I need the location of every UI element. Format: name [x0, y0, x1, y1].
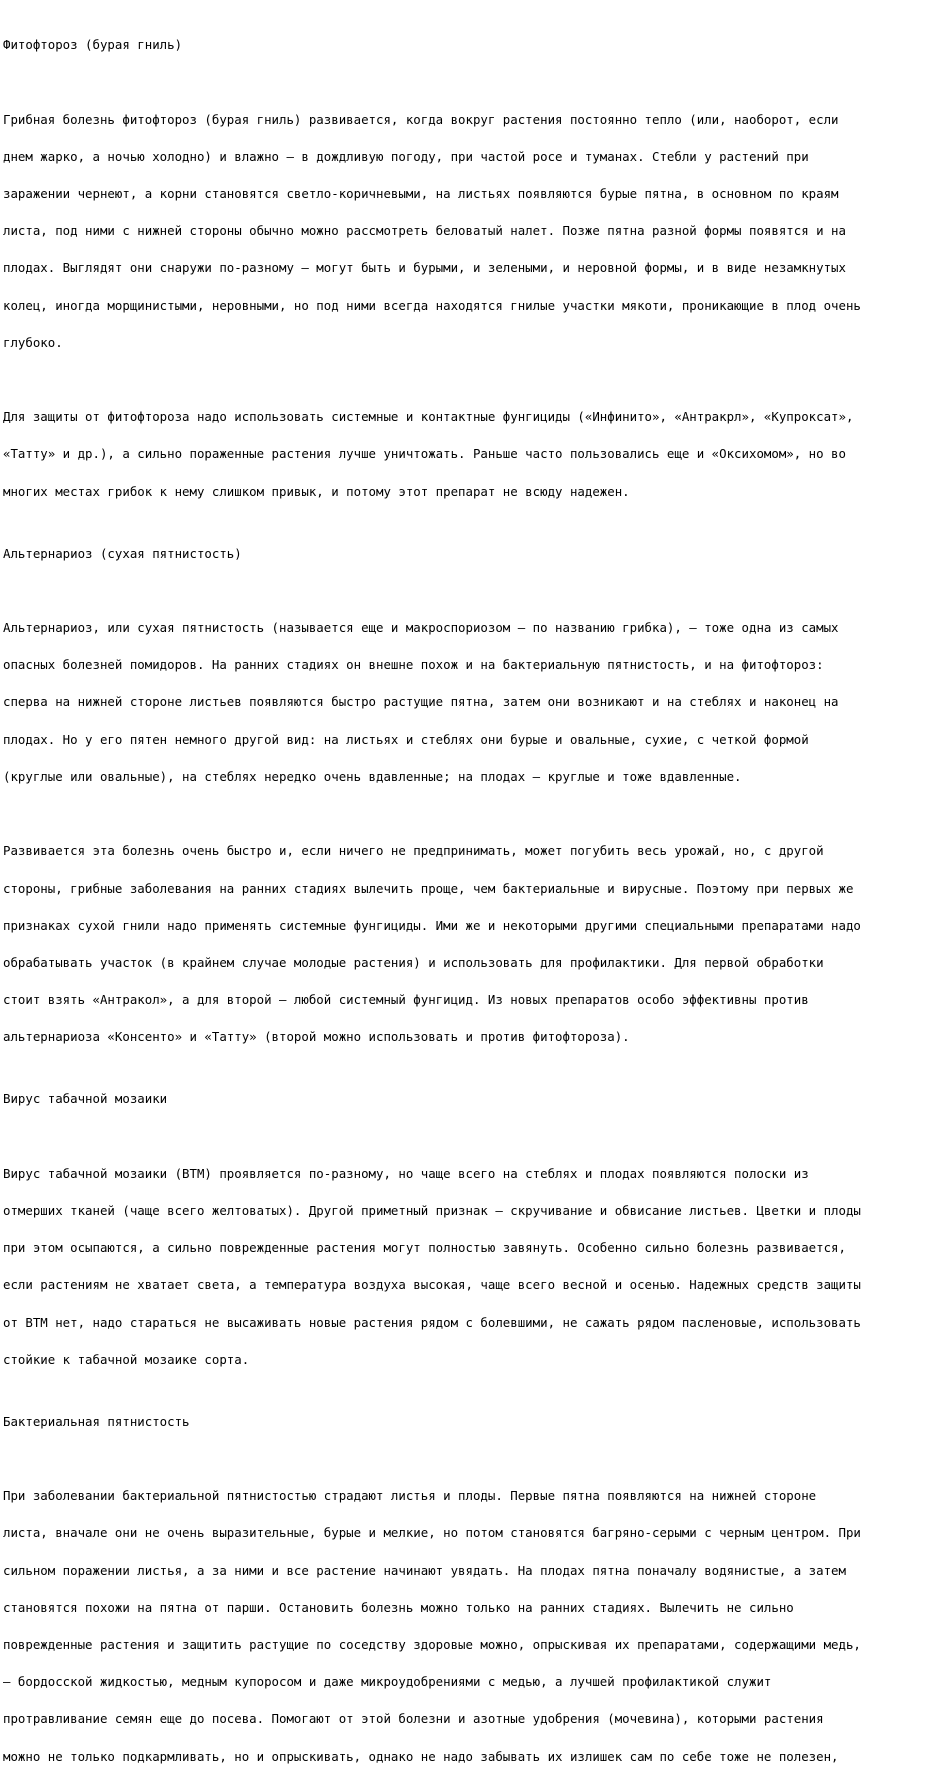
paragraph-line: можно не только подкармливать, но и опрыскивать, однако не надо забывать их излишек сам по себе тоже не полезен,	[3, 1748, 839, 1764]
section-heading: Альтернариоз (сухая пятнистость)	[3, 545, 242, 561]
paragraph-line: многих местах грибок к нему слишком привык, и потому этот препарат не всюду надежен.	[3, 483, 630, 499]
paragraph-line: отмерших тканей (чаще всего желтоватых). Другой приметный признак – скручивание и обвисание листьев. Цветки и плоды	[3, 1202, 861, 1218]
paragraph-line: Грибная болезнь фитофтороз (бурая гниль) развивается, когда вокруг растения постоянно тепло (или, наоборот, если	[3, 111, 839, 127]
section-heading: Фитофтороз (бурая гниль)	[3, 37, 183, 53]
paragraph-line: колец, иногда морщинистыми, неровными, но под ними всегда находятся гнилые участки мякоти, проникающие в плод очень	[3, 297, 861, 313]
paragraph-line: при этом осыпаются, а сильно поврежденные растения могут полностью завянуть. Особенно сильно болезнь развивается,	[3, 1240, 846, 1256]
paragraph-line: стойкие к табачной мозаике сорта.	[3, 1351, 250, 1367]
paragraph-line: днем жарко, а ночью холодно) и влажно – в дождливую погоду, при частой росе и туманах. Стебли у растений при	[3, 148, 809, 164]
paragraph-line: Для защиты от фитофтороза надо использовать системные и контактные фунгициды («Инфинито», «Антракрл», «Купроксат»,	[3, 409, 854, 425]
paragraph-line: (круглые или овальные), на стеблях нередко очень вдавленные; на плодах – круглые и тоже вдавленные.	[3, 768, 742, 784]
paragraph-line: листа, под ними с нижней стороны обычно можно рассмотреть беловатый налет. Позже пятна разной формы появятся и на	[3, 223, 846, 239]
paragraph-line: заражении чернеют, а корни становятся светло-коричневыми, на листьях появляются бурые пятна, в основном по краям	[3, 186, 839, 202]
paragraph-line: становятся похожи на пятна от парши. Остановить болезнь можно только на ранних стадиях. Вылечить не сильно	[3, 1599, 794, 1615]
paragraph-line: сперва на нижней стороне листьев появляются быстро растущие пятна, затем они возникают и на стеблях и наконец на	[3, 694, 839, 710]
paragraph-line: При заболевании бактериальной пятнистостью страдают листья и плоды. Первые пятна появляются на нижней стороне	[3, 1488, 817, 1504]
spacer	[3, 585, 925, 597]
paragraph-line: Альтернариоз, или сухая пятнистость (называется еще и макроспориозом – по названию грибка), – тоже одна из самых	[3, 620, 839, 636]
paragraph-line: «Татту» и др.), а сильно пораженные растения лучше уничтожать. Раньше часто пользовались еще и «Оксихомом», но во	[3, 446, 846, 462]
paragraph-line: обрабатывать участок (в крайнем случае молодые растения) и использовать для профилактики. Для первой обработки	[3, 954, 824, 970]
paragraph-line: Развивается эта болезнь очень быстро и, если ничего не предпринимать, может погубить весь урожай, но, с другой	[3, 843, 824, 859]
paragraph-line: если растениям не хватает света, а температура воздуха высокая, чаще всего весной и осенью. Надежных средств защиты	[3, 1277, 861, 1293]
paragraph-line: Вирус табачной мозаики (ВТМ) проявляется по-разному, но чаще всего на стеблях и плодах появляются полоски из	[3, 1165, 809, 1181]
paragraph-line: признаках сухой гнили надо применять системные фунгициды. Ими же и некоторыми другими специальными препаратами надо	[3, 917, 861, 933]
spacer	[3, 1131, 925, 1143]
paragraph-line: поврежденные растения и защитить растущие по соседству здоровые можно, опрыскивая их препаратами, содержащими медь,	[3, 1636, 861, 1652]
paragraph-line: глубоко.	[3, 334, 63, 350]
spacer	[3, 808, 925, 820]
paragraph-line: плодах. Выглядят они снаружи по-разному – могут быть и бурыми, и зелеными, и неровной формы, и в виде незамкнутых	[3, 260, 846, 276]
section-heading: Вирус табачной мозаики	[3, 1091, 168, 1107]
spacer	[3, 76, 925, 88]
spacer	[3, 1453, 925, 1465]
paragraph-line: листа, вначале они не очень выразительные, бурые и мелкие, но потом становятся багряно-серыми с черным центром. При	[3, 1525, 861, 1541]
spacer	[3, 374, 925, 386]
paragraph-line: опасных болезней помидоров. На ранних стадиях он внешне похож и на бактериальную пятнистость, и на фитофтороз:	[3, 657, 824, 673]
paragraph-line: альтернариоза «Консенто» и «Татту» (второй можно использовать и против фитофтороза).	[3, 1029, 630, 1045]
paragraph-line: от ВТМ нет, надо стараться не высаживать новые растения рядом с болевшими, не сажать рядом пасленовые, использовать	[3, 1314, 861, 1330]
paragraph-line: сильном поражении листья, а за ними и все растение начинают увядать. На плодах пятна поначалу водянистые, а затем	[3, 1562, 846, 1578]
paragraph-line: – бордосской жидкостью, медным купоросом и даже микроудобрениями с медью, а лучшей профилактикой служит	[3, 1674, 772, 1690]
section-heading: Бактериальная пятнистость	[3, 1413, 190, 1429]
document-body	[3, 2, 925, 1775]
paragraph-line: плодах. Но у его пятен немного другой вид: на листьях и стеблях они бурые и овальные, сухие, с четкой формой	[3, 731, 809, 747]
paragraph-line: протравливание семян еще до посева. Помогают от этой болезни и азотные удобрения (мочевина), которыми растения	[3, 1711, 824, 1727]
paragraph-line: стороны, грибные заболевания на ранних стадиях вылечить проще, чем бактериальные и вирусные. Поэтому при первых же	[3, 880, 854, 896]
paragraph-line: стоит взять «Антракол», а для второй – любой системный фунгицид. Из новых препаратов особо эффективны против	[3, 992, 809, 1008]
